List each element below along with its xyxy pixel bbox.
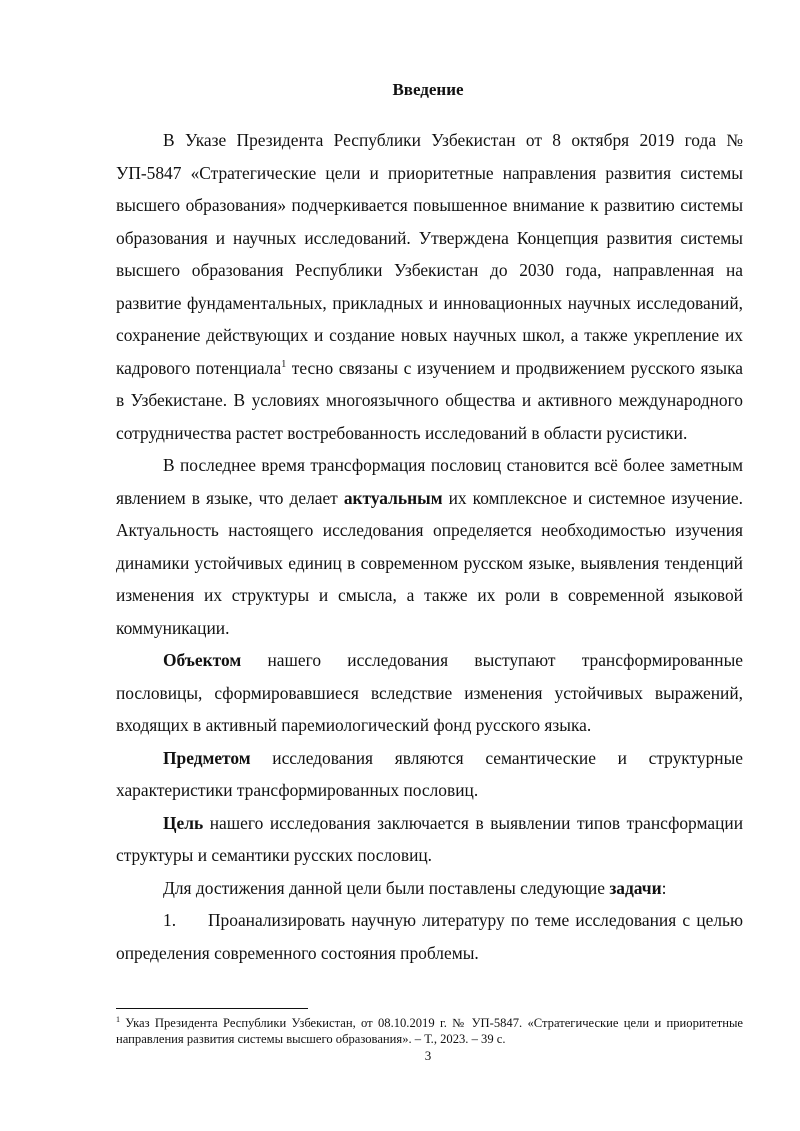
paragraph-tasks-colon: : bbox=[661, 877, 667, 898]
paragraph-tasks-text: Для достижения данной цели были поставлены следующие bbox=[163, 877, 610, 898]
paragraph-goal-text: нашего исследования заключается в выявлении типов трансформации структуры и семантики русских пословиц. bbox=[116, 812, 743, 865]
list-item bbox=[116, 904, 743, 969]
paragraph-1-text: В Указе Президента Республики Узбекистан от 8 октября 2019 года № УП-5847 «Стратегические цели и приоритетные направления развития системы высшего образования» подчеркивается повышенное внимание к развитию системы образования и научных исследований. Утверждена Концепция развития системы высшего образования Республики Узбекистан до 2030 года, направленная на развитие фундаментальных, прикладных и инновационных научных исследований, сохранение действующих и создание новых научных школ, а также укрепление их кадрового потенциала bbox=[116, 130, 743, 378]
footnote-separator bbox=[116, 1008, 308, 1009]
footnote-text: Указ Президента Республики Узбекистан, от 08.10.2019 г. № УП-5847. «Стратегические цели и приоритетные направления развития системы высшего образования». – Т., 2023. – 39 с. bbox=[116, 1016, 743, 1046]
paragraph-object-text: нашего исследования выступают трансформированные пословицы, сформировавшиеся вследствие изменения устойчивых выражений, входящих в активный паремиологический фонд русского языка. bbox=[116, 650, 743, 735]
page-number: 3 bbox=[424, 1048, 432, 1063]
keyword-goal: Цель bbox=[163, 812, 204, 833]
paragraph-1-text-continued: тесно связаны с изучением и продвижением русского языка в Узбекистане. В условиях многоязычного общества и активного международного сотрудничества растет востребованность исследований в области русистики. bbox=[116, 357, 743, 443]
paragraph-subject bbox=[116, 742, 743, 807]
paragraph-2 bbox=[116, 449, 743, 644]
paragraph-2-text-start: В последнее время трансформация пословиц становится всё более заметным явлением в языке, что делает bbox=[116, 455, 743, 508]
paragraph-goal bbox=[116, 807, 743, 872]
paragraph-tasks-intro bbox=[116, 872, 743, 905]
footnote bbox=[116, 1015, 743, 1047]
keyword-object: Объектом bbox=[163, 650, 242, 670]
section-heading: Введение bbox=[392, 80, 464, 99]
list-item-text: Проанализировать научную литературу по теме исследования с целью определения современного состояния проблемы. bbox=[116, 910, 743, 963]
keyword-tasks: задачи bbox=[609, 877, 662, 898]
list-item-number: 1. bbox=[163, 910, 177, 930]
paragraph-object bbox=[116, 644, 743, 742]
footnote-mark: 1 bbox=[116, 1014, 120, 1024]
keyword-relevance: актуальным bbox=[343, 487, 443, 508]
paragraph-2-text-end: их комплексное и системное изучение. Актуальность настоящего исследования определяется необходимостью изучения динамики устойчивых единиц в современном русском языке, выявления тенденций изменения их структуры и смысла, а также их роли в современной языковой коммуникации. bbox=[116, 487, 743, 638]
paragraph-subject-text: исследования являются семантические и структурные характеристики трансформированных пословиц. bbox=[116, 747, 743, 800]
paragraph-1 bbox=[116, 124, 743, 449]
keyword-subject: Предметом bbox=[163, 747, 251, 768]
body-text bbox=[116, 124, 743, 969]
footnote-reference: 1 bbox=[281, 358, 287, 370]
